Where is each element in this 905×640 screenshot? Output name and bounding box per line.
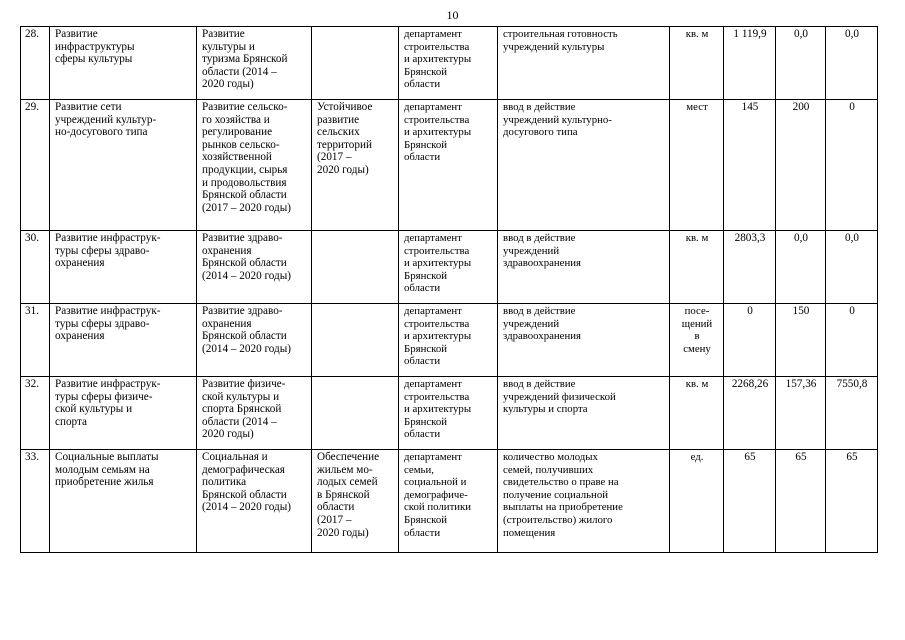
value-cell-2: 0,0 <box>776 27 826 100</box>
program-cell: Развитие культуры и туризма Брянской области (2014 – 2020 годы) <box>197 27 312 100</box>
unit-cell: посе- щений в смену <box>670 304 724 377</box>
indicator-cell: ввод в действие учреждений здравоохранения <box>498 231 670 304</box>
row-number: 29. <box>21 100 50 231</box>
table-row <box>21 377 878 450</box>
table-row <box>21 100 878 231</box>
value-cell-1: 1 119,9 <box>724 27 776 100</box>
executor-cell: департамент семьи, социальной и демографиче- ской политики Брянской области <box>399 450 498 553</box>
indicator-cell: количество молодых семей, получивших свидетельство о праве на получение социальной выплаты на приобретение (строительство) жилого помещения <box>498 450 670 553</box>
value-cell-2: 0,0 <box>776 231 826 304</box>
unit-cell: мест <box>670 100 724 231</box>
subprogram-cell: Обеспечение жильем мо- лодых семей в Брянской области (2017 – 2020 годы) <box>312 450 399 553</box>
table-row <box>21 231 878 304</box>
executor-cell: департамент строительства и архитектуры Брянской области <box>399 231 498 304</box>
executor-cell: департамент строительства и архитектуры Брянской области <box>399 377 498 450</box>
program-table <box>20 26 878 553</box>
subprogram-cell <box>312 231 399 304</box>
executor-cell: департамент строительства и архитектуры Брянской области <box>399 304 498 377</box>
value-cell-3: 65 <box>826 450 878 553</box>
subprogram-cell: Устойчивое развитие сельских территорий (2017 – 2020 годы) <box>312 100 399 231</box>
activity-cell: Развитие инфраструктуры сферы культуры <box>50 27 197 100</box>
subprogram-cell <box>312 304 399 377</box>
page-number: 10 <box>446 8 459 22</box>
row-number: 31. <box>21 304 50 377</box>
value-cell-1: 0 <box>724 304 776 377</box>
value-cell-3: 7550,8 <box>826 377 878 450</box>
value-cell-2: 150 <box>776 304 826 377</box>
activity-cell: Социальные выплаты молодым семьям на приобретение жилья <box>50 450 197 553</box>
indicator-cell: ввод в действие учреждений физической культуры и спорта <box>498 377 670 450</box>
value-cell-3: 0,0 <box>826 27 878 100</box>
table-row <box>21 27 878 100</box>
unit-cell: кв. м <box>670 27 724 100</box>
activity-cell: Развитие инфраструк- туры сферы здраво- охранения <box>50 304 197 377</box>
table-row <box>21 450 878 553</box>
value-cell-2: 200 <box>776 100 826 231</box>
indicator-cell: ввод в действие учреждений здравоохранения <box>498 304 670 377</box>
subprogram-cell <box>312 377 399 450</box>
value-cell-3: 0 <box>826 304 878 377</box>
row-number: 30. <box>21 231 50 304</box>
program-cell: Развитие здраво- охранения Брянской области (2014 – 2020 годы) <box>197 304 312 377</box>
program-cell: Социальная и демографическая политика Брянской области (2014 – 2020 годы) <box>197 450 312 553</box>
row-number: 32. <box>21 377 50 450</box>
program-cell: Развитие здраво- охранения Брянской области (2014 – 2020 годы) <box>197 231 312 304</box>
table-row <box>21 304 878 377</box>
activity-cell: Развитие инфраструк- туры сферы физиче- ской культуры и спорта <box>50 377 197 450</box>
executor-cell: департамент строительства и архитектуры Брянской области <box>399 100 498 231</box>
activity-cell: Развитие инфраструк- туры сферы здраво- охранения <box>50 231 197 304</box>
value-cell-3: 0 <box>826 100 878 231</box>
unit-cell: кв. м <box>670 231 724 304</box>
value-cell-2: 157,36 <box>776 377 826 450</box>
executor-cell: департамент строительства и архитектуры Брянской области <box>399 27 498 100</box>
subprogram-cell <box>312 27 399 100</box>
value-cell-2: 65 <box>776 450 826 553</box>
value-cell-3: 0,0 <box>826 231 878 304</box>
value-cell-1: 65 <box>724 450 776 553</box>
program-cell: Развитие физиче- ской культуры и спорта Брянской области (2014 – 2020 годы) <box>197 377 312 450</box>
row-number: 33. <box>21 450 50 553</box>
indicator-cell: ввод в действие учреждений культурно- досугового типа <box>498 100 670 231</box>
value-cell-1: 145 <box>724 100 776 231</box>
value-cell-1: 2268,26 <box>724 377 776 450</box>
indicator-cell: строительная готовность учреждений культуры <box>498 27 670 100</box>
value-cell-1: 2803,3 <box>724 231 776 304</box>
activity-cell: Развитие сети учреждений культур- но-досугового типа <box>50 100 197 231</box>
unit-cell: кв. м <box>670 377 724 450</box>
unit-cell: ед. <box>670 450 724 553</box>
row-number: 28. <box>21 27 50 100</box>
program-cell: Развитие сельско- го хозяйства и регулирование рынков сельско- хозяйственной продукции, сырья и продовольствия Брянской области (2017 – 2020 годы) <box>197 100 312 231</box>
